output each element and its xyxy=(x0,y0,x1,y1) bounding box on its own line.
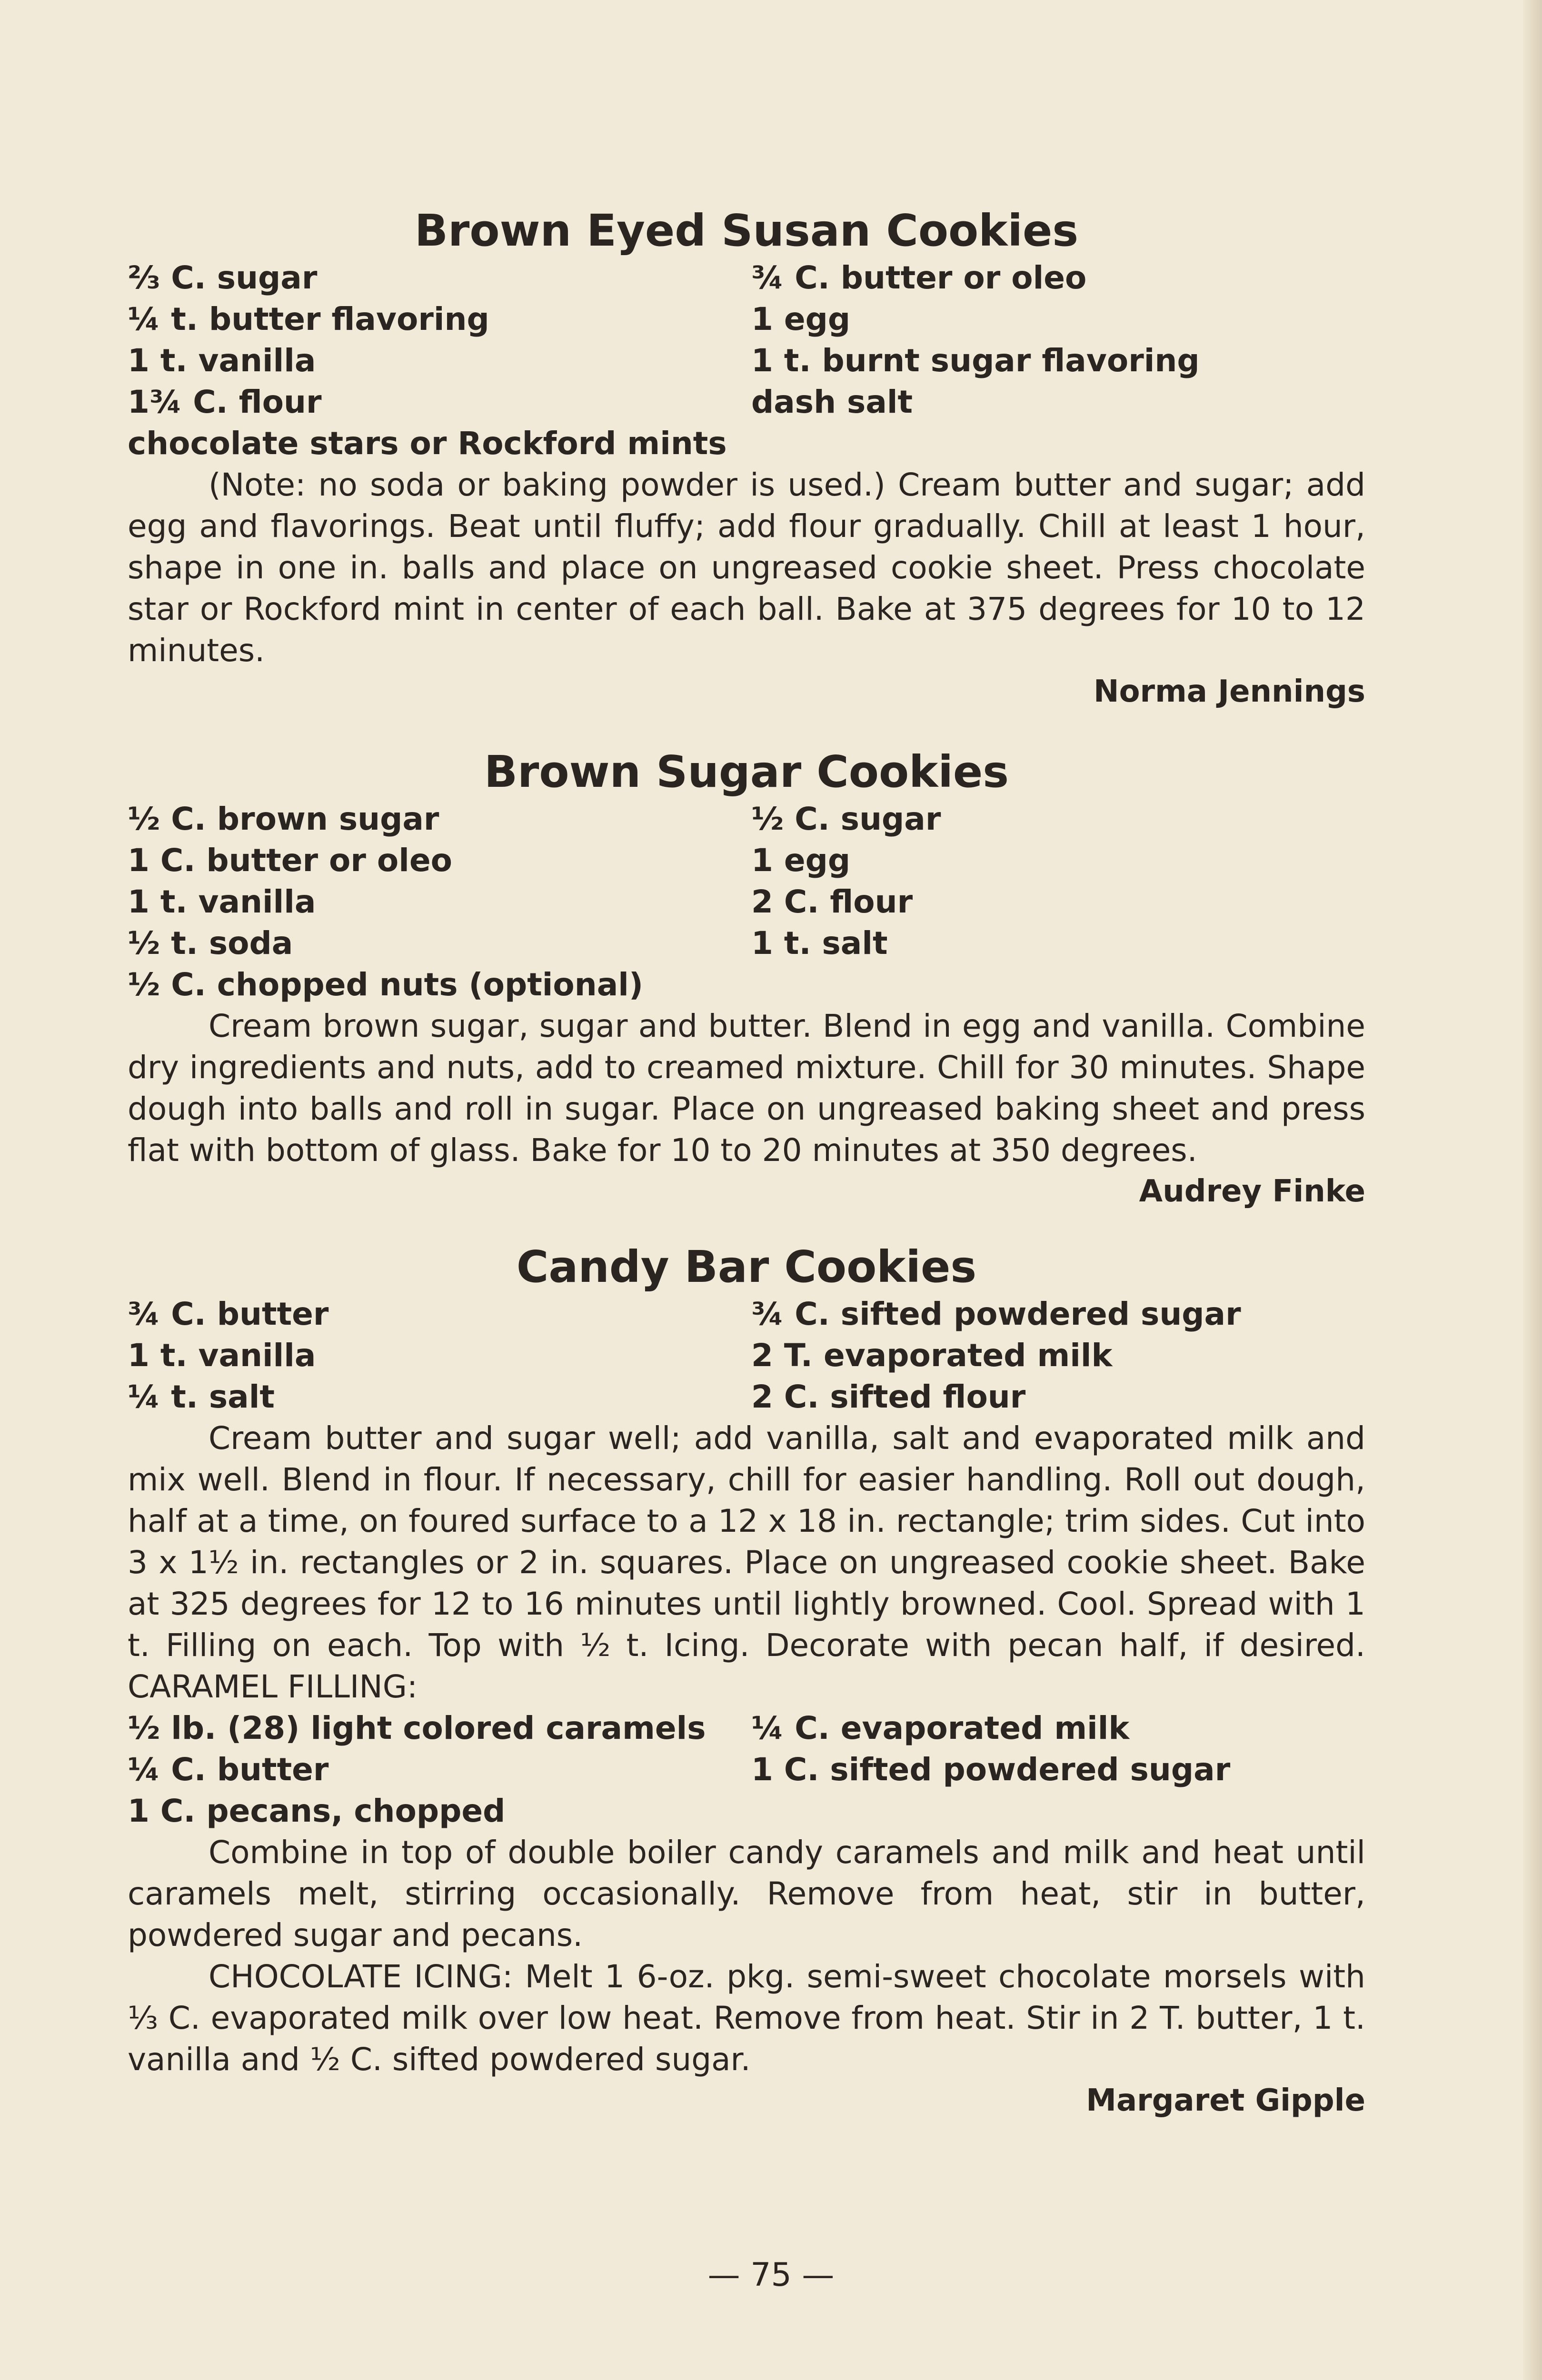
ingredient: ¼ t. salt xyxy=(128,1378,275,1415)
ingredient: ½ t. soda xyxy=(128,925,293,962)
filling-ingredient-list xyxy=(128,1707,1365,1832)
page-number: — 75 — xyxy=(707,2256,835,2294)
recipe-instructions: (Note: no soda or baking powder is used.) Cream butter and sugar; add egg and flavorings. Beat until fluffy; add flour gradually. Chill at least 1 hour, shape in one in. balls and place on ungreased cookie sheet. Press chocolate star or Rockford mint in center of each ball. Bake at 375 degrees for 10 to 12 minutes. xyxy=(128,466,1365,669)
ingredient: 1 t. salt xyxy=(751,925,888,962)
ingredient: ¼ C. butter xyxy=(128,1751,329,1788)
recipe-brown-eyed-susan-cookies xyxy=(128,205,1365,713)
recipe-brown-sugar-cookies xyxy=(128,746,1365,1212)
spacer xyxy=(128,1212,1365,1241)
recipe-title: Brown Sugar Cookies xyxy=(484,746,1009,797)
ingredient: ⅔ C. sugar xyxy=(128,259,318,296)
ingredient: 1 egg xyxy=(751,842,851,879)
recipe-author: Margaret Gipple xyxy=(1086,2083,1365,2118)
recipe-title: Brown Eyed Susan Cookies xyxy=(414,205,1079,256)
ingredient: 1 t. burnt sugar flavoring xyxy=(751,342,1200,379)
ingredient: ¾ C. butter or oleo xyxy=(751,259,1087,296)
ingredient: 1 egg xyxy=(751,301,851,337)
ingredient: 2 C. sifted flour xyxy=(751,1378,1026,1415)
ingredient: 1 t. vanilla xyxy=(128,883,316,920)
ingredient: 1 C. sifted powdered sugar xyxy=(751,1751,1231,1788)
ingredient: 1¾ C. flour xyxy=(128,384,322,420)
page-content xyxy=(128,205,1365,2122)
ingredient: 1 t. vanilla xyxy=(128,1337,316,1374)
ingredient: 1 C. pecans, chopped xyxy=(128,1793,506,1829)
ingredient: ¼ t. butter flavoring xyxy=(128,301,489,337)
ingredient: ½ C. sugar xyxy=(751,801,941,837)
ingredient-list xyxy=(128,1293,1365,1418)
recipe-candy-bar-cookies xyxy=(128,1241,1365,2122)
spacer xyxy=(128,713,1365,746)
ingredient: ½ C. chopped nuts (optional) xyxy=(128,966,644,1003)
ingredient: ¾ C. sifted powdered sugar xyxy=(751,1296,1241,1332)
recipe-instructions: Cream brown sugar, sugar and butter. Blend in egg and vanilla. Combine dry ingredients and nuts, add to creamed mixture. Chill for 30 minutes. Shape dough into balls and roll in sugar. Place on ungreased baking sheet and press flat with bottom of glass. Bake for 10 to 20 minutes at 350 degrees. xyxy=(128,1008,1365,1169)
ingredient: ¼ C. evaporated milk xyxy=(751,1710,1130,1746)
recipe-author: Audrey Finke xyxy=(1139,1174,1365,1209)
recipe-title: Candy Bar Cookies xyxy=(516,1241,977,1292)
ingredient: ¾ C. butter xyxy=(128,1296,329,1332)
ingredient-list xyxy=(128,257,1365,464)
ingredient-list xyxy=(128,798,1365,1005)
filling-instructions: Combine in top of double boiler candy caramels and milk and heat until caramels melt, stirring occasionally. Remove from heat, stir in butter, powdered sugar and pecans. xyxy=(128,1834,1365,1954)
ingredient: 2 C. flour xyxy=(751,883,913,920)
ingredient: 1 C. butter or oleo xyxy=(128,842,452,879)
ingredient: chocolate stars or Rockford mints xyxy=(128,425,727,462)
page-edge xyxy=(1523,0,1542,2380)
ingredient: ½ lb. (28) light colored caramels xyxy=(128,1710,706,1746)
recipe-instructions: Cream butter and sugar well; add vanilla, salt and evaporated milk and mix well. Blend in flour. If necessary, chill for easier handling. Roll out dough, half at a time, on foured surface to a 12 x 18 in. rectangle; trim sides. Cut into 3 x 1½ in. rectangles or 2 in. squares. Place on ungreased cookie sheet. Bake at 325 degrees for 12 to 16 minutes until lightly browned. Cool. Spread with 1 t. Filling on each. Top with ½ t. Icing. Decorate with pecan half, if desired. CARAMEL FILLING: xyxy=(128,1420,1365,1705)
ingredient: 2 T. evaporated milk xyxy=(751,1337,1113,1374)
recipe-author: Norma Jennings xyxy=(1094,674,1365,709)
ingredient: dash salt xyxy=(751,384,913,420)
icing-instructions: CHOCOLATE ICING: Melt 1 6-oz. pkg. semi-sweet chocolate morsels with ⅓ C. evaporated milk over low heat. Remove from heat. Stir in 2 T. butter, 1 t. vanilla and ½ C. sifted powdered sugar. xyxy=(128,1958,1365,2078)
ingredient: ½ C. brown sugar xyxy=(128,801,439,837)
ingredient: 1 t. vanilla xyxy=(128,342,316,379)
